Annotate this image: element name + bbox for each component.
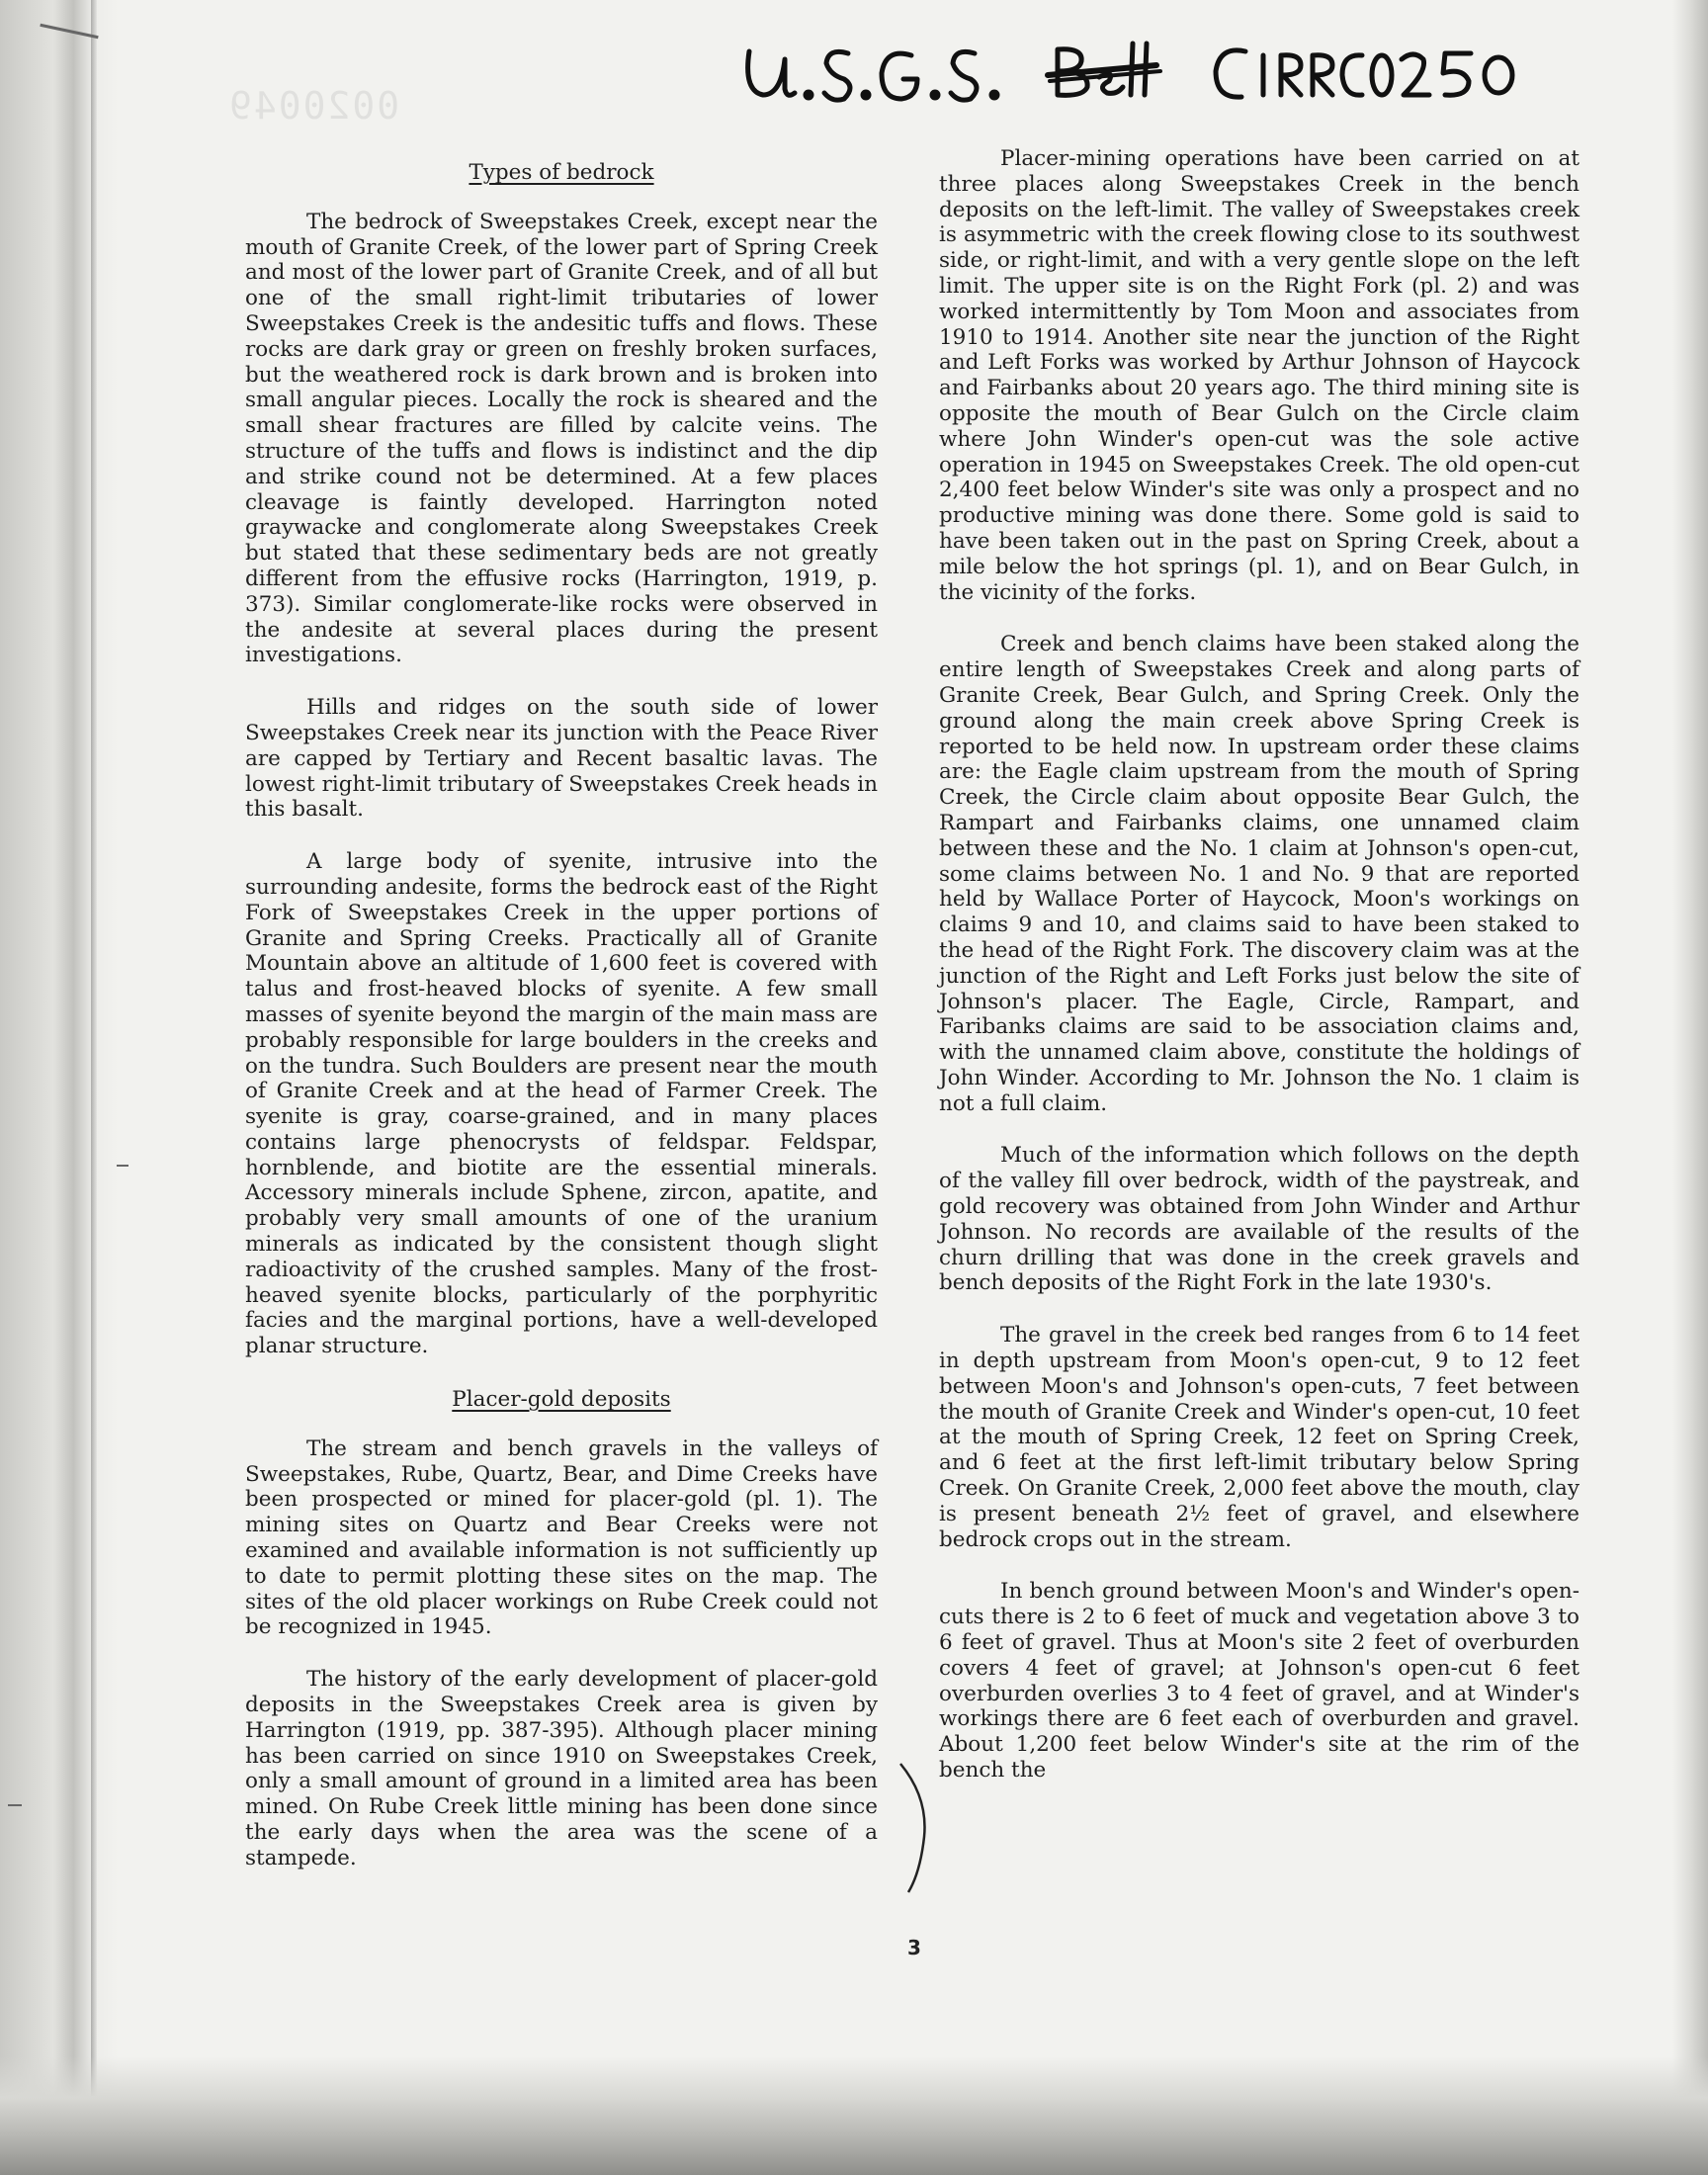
paragraph: The gravel in the creek bed ranges from 6 to 14 feet in depth upstream from Moon's open-cut, 9 to 12 feet between Moon's and Johnson's open-cuts, 7 feet between the mouth of Granite Creek and Winder's open-cut, 10 feet at the mouth of Spring Creek, 12 feet on Spring Creek, and 6 feet at the first left-limit tributary below Spring Creek. On Granite Creek, 2,000 feet above the mouth, clay is present beneath 2½ feet of gravel, and elsewhere bedrock crops out in the stream. — [939, 1323, 1580, 1552]
binding-edge-line — [91, 0, 97, 2096]
scan-mark — [8, 1804, 22, 1806]
left-column — [245, 160, 878, 1898]
paragraph: Hills and ridges on the south side of lower Sweepstakes Creek near its junction with the Peace River are capped by Tertiary and Recent basaltic lavas. The lowest right-limit tributary of Sweepstakes Creek heads in this basalt. — [245, 695, 878, 823]
scan-mark — [117, 1165, 128, 1167]
bottom-edge-shadow — [0, 2056, 1708, 2175]
heading-types-of-bedrock: Types of bedrock — [469, 160, 654, 185]
paragraph: Placer-mining operations have been carried on at three places along Sweepstakes Creek in the bench deposits on the left-limit. The valley of Sweepstakes creek is asymmetric with the creek flowing close to its southwest side, or right-limit, and with a very gentle slope on the left limit. The upper site is on the Right Fork (pl. 2) and was worked intermittently by Tom Moon and associates from 1910 to 1914. Another site near the junction of the Right and Left Forks was worked by Arthur Johnson of Haycock and Fairbanks about 20 years ago. The third mining site is opposite the mouth of Bear Gulch on the Circle claim where John Winder's open-cut was the sole active operation in 1945 on Sweepstakes Creek. The old open-cut 2,400 feet below Winder's site was only a prospect and no productive mining was done there. Some gold is said to have been taken out in the past on Spring Creek, about a mile below the hot springs (pl. 1), and on Bear Gulch, in the vicinity of the forks. — [939, 146, 1580, 605]
paragraph: In bench ground between Moon's and Winder's open-cuts there is 2 to 6 feet of muck and vegetation above 3 to 6 feet of gravel. Thus at Moon's site 2 feet of overburden covers 4 feet of gravel; at Johnson's open-cut 6 feet overburden overlies 3 to 4 feet of gravel, and at Winder's workings there are 6 feet each of overburden and gravel. About 1,200 feet below Winder's site at the rim of the bench the — [939, 1579, 1580, 1784]
right-edge-shadow — [1672, 0, 1708, 2175]
handwritten-catalog-mark — [741, 30, 1562, 119]
page-number: 3 — [907, 1936, 921, 1959]
paragraph: A large body of syenite, intrusive into the surrounding andesite, forms the bedrock east of the Right Fork of Sweepstakes Creek in the upper portions of Granite and Spring Creeks. Practically all of Granite Mountain above an altitude of 1,600 feet is covered with talus and frost-heaved blocks of syenite. A few small masses of syenite beyond the margin of the main mass are probably responsible for large boulders in the creeks and on the tundra. Such Boulders are present near the mouth of Granite Creek and at the head of Farmer Creek. The syenite is gray, coarse-grained, and in many places contains large phenocrysts of feldspar. Feldspar, hornblende, and biotite are the essential minerals. Accessory minerals include Sphene, zircon, apatite, and probably very small amounts of one of the uranium minerals as indicated by the consistent though slight radioactivity of the crushed samples. Many of the frost-heaved syenite blocks, particularly of the porphyritic facies and the marginal portions, have a well-developed planar structure. — [245, 849, 878, 1359]
paragraph: The bedrock of Sweepstakes Creek, except near the mouth of Granite Creek, of the lower part of Spring Creek and most of the lower part of Granite Creek, and of all but one of the small right-limit tributaries of lower Sweepstakes Creek is the andesitic tuffs and flows. These rocks are dark gray or green on freshly broken surfaces, but the weathered rock is dark brown and is broken into small angular pieces. Locally the rock is sheared and the small shear fractures are filled by calcite veins. The structure of the tuffs and flows is indistinct and the dip and strike cound not be determined. At a few places cleavage is faintly developed. Harrington noted graywacke and conglomerate along Sweepstakes Creek but stated that these sedimentary beds are not greatly different from the effusive rocks (Harrington, 1919, p. 373). Similar conglomerate-like rocks were observed in the andesite at several places during the present investigations. — [245, 209, 878, 668]
paragraph: The history of the early development of placer-gold deposits in the Sweepstakes Creek area is given by Harrington (1919, pp. 387-395). Although placer mining has been carried on since 1910 on Sweepstakes Creek, only a small amount of ground in a limited area has been mined. On Rube Creek little mining has been done since the early days when the area was the scene of a stampede. — [245, 1667, 878, 1870]
paragraph: Much of the information which follows on the depth of the valley fill over bedrock, width of the paystreak, and gold recovery was obtained from John Winder and Arthur Johnson. No records are available of the results of the churn drilling that was done in the creek gravels and bench deposits of the Right Fork in the late 1930's. — [939, 1143, 1580, 1296]
paragraph: The stream and bench gravels in the valleys of Sweepstakes, Rube, Quartz, Bear, and Dime Creeks have been prospected or mined for placer-gold (pl. 1). The mining sites on Quartz and Bear Creeks were not examined and available information is not sufficiently up to date to permit plotting these sites on the map. The sites of the old placer workings on Rube Creek could not be recognized in 1945. — [245, 1436, 878, 1640]
margin-bracket-mark — [895, 1758, 934, 1896]
bleed-through-mark: 0020049 — [227, 84, 400, 128]
heading-placer-gold-deposits: Placer-gold deposits — [452, 1387, 671, 1413]
right-column — [939, 146, 1580, 1810]
paragraph: Creek and bench claims have been staked along the entire length of Sweepstakes Creek and along parts of Granite Creek, Bear Gulch, and Spring Creek. Only the ground along the main creek above Spring Creek is reported to be held now. In upstream order these claims are: the Eagle claim upstream from the mouth of Spring Creek, the Circle claim about opposite Bear Gulch, the Rampart and Fairbanks claims, one unnamed claim between these and the No. 1 claim at Johnson's open-cut, some claims between No. 1 and No. 9 that are reported held by Wallace Porter of Haycock, Moon's workings on claims 9 and 10, and claims said to have been staked to the head of the Right Fork. The discovery claim was at the junction of the Right and Left Forks just below the site of Johnson's placer. The Eagle, Circle, Rampart, and Faribanks claims are said to be association claims and, with the unnamed claim above, constitute the holdings of John Winder. According to Mr. Johnson the No. 1 claim is not a full claim. — [939, 632, 1580, 1116]
binding-shadow — [0, 0, 119, 2175]
